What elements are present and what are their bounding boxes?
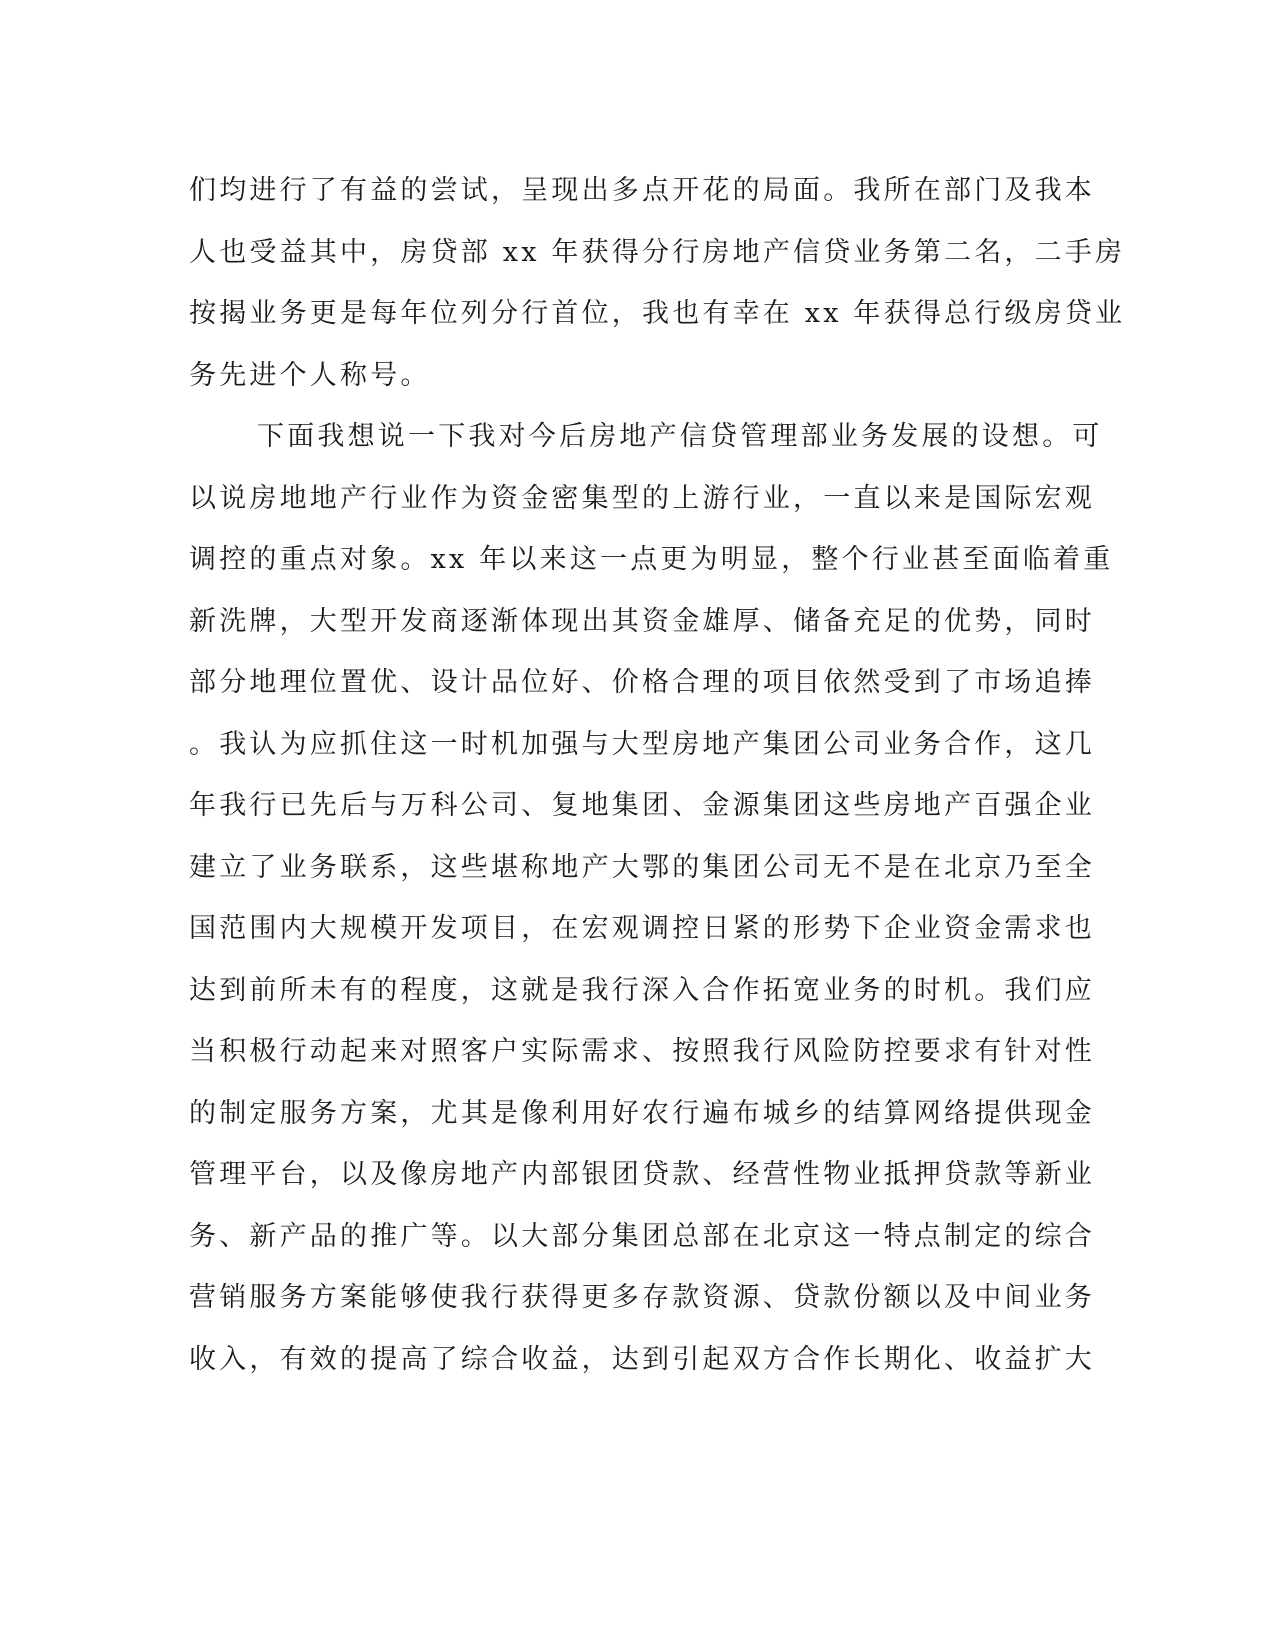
text-line: 。我认为应抓住这一时机加强与大型房地产集团公司业务合作，这几 [189, 728, 1095, 760]
text-line: 营销服务方案能够使我行获得更多存款资源、贷款份额以及中间业务 [189, 1282, 1095, 1313]
text-line: 按揭业务更是每年位列分行首位，我也有幸在 xx 年获得总行级房贷业 [189, 298, 1126, 329]
text-line: 们均进行了有益的尝试，呈现出多点开花的局面。我所在部门及我本 [189, 175, 1095, 206]
text-line: 管理平台，以及像房地产内部银团贷款、经营性物业抵押贷款等新业 [189, 1159, 1095, 1190]
text-line: 务先进个人称号。 [189, 359, 431, 391]
text-line: 人也受益其中，房贷部 xx 年获得分行房地产信贷业务第二名，二手房 [189, 236, 1126, 268]
text-line: 建立了业务联系，这些堪称地产大鄂的集团公司无不是在北京乃至全 [189, 851, 1095, 883]
text-line: 年我行已先后与万科公司、复地集团、金源集团这些房地产百强企业 [189, 790, 1095, 821]
text-line: 新洗牌，大型开发商逐渐体现出其资金雄厚、储备充足的优势，同时 [189, 605, 1095, 637]
paragraph-start-line: 下面我想说一下我对今后房地产信贷管理部业务发展的设想。可 [257, 421, 1103, 452]
text-line: 当积极行动起来对照客户实际需求、按照我行风险防控要求有针对性 [189, 1036, 1095, 1067]
text-line: 务、新产品的推广等。以大部分集团总部在北京这一特点制定的综合 [189, 1220, 1095, 1252]
text-line: 的制定服务方案，尤其是像利用好农行遍布城乡的结算网络提供现金 [189, 1097, 1095, 1129]
text-line: 以说房地地产行业作为资金密集型的上游行业，一直以来是国际宏观 [189, 482, 1095, 514]
text-line: 部分地理位置优、设计品位好、价格合理的项目依然受到了市场追捧 [189, 667, 1095, 698]
text-line: 收入，有效的提高了综合收益，达到引起双方合作长期化、收益扩大 [189, 1343, 1095, 1375]
text-line: 国范围内大规模开发项目，在宏观调控日紧的形势下企业资金需求也 [189, 913, 1095, 944]
text-line: 调控的重点对象。xx 年以来这一点更为明显，整个行业甚至面临着重 [189, 544, 1114, 575]
body-text [189, 160, 1126, 1390]
text-line: 达到前所未有的程度，这就是我行深入合作拓宽业务的时机。我们应 [189, 974, 1095, 1006]
